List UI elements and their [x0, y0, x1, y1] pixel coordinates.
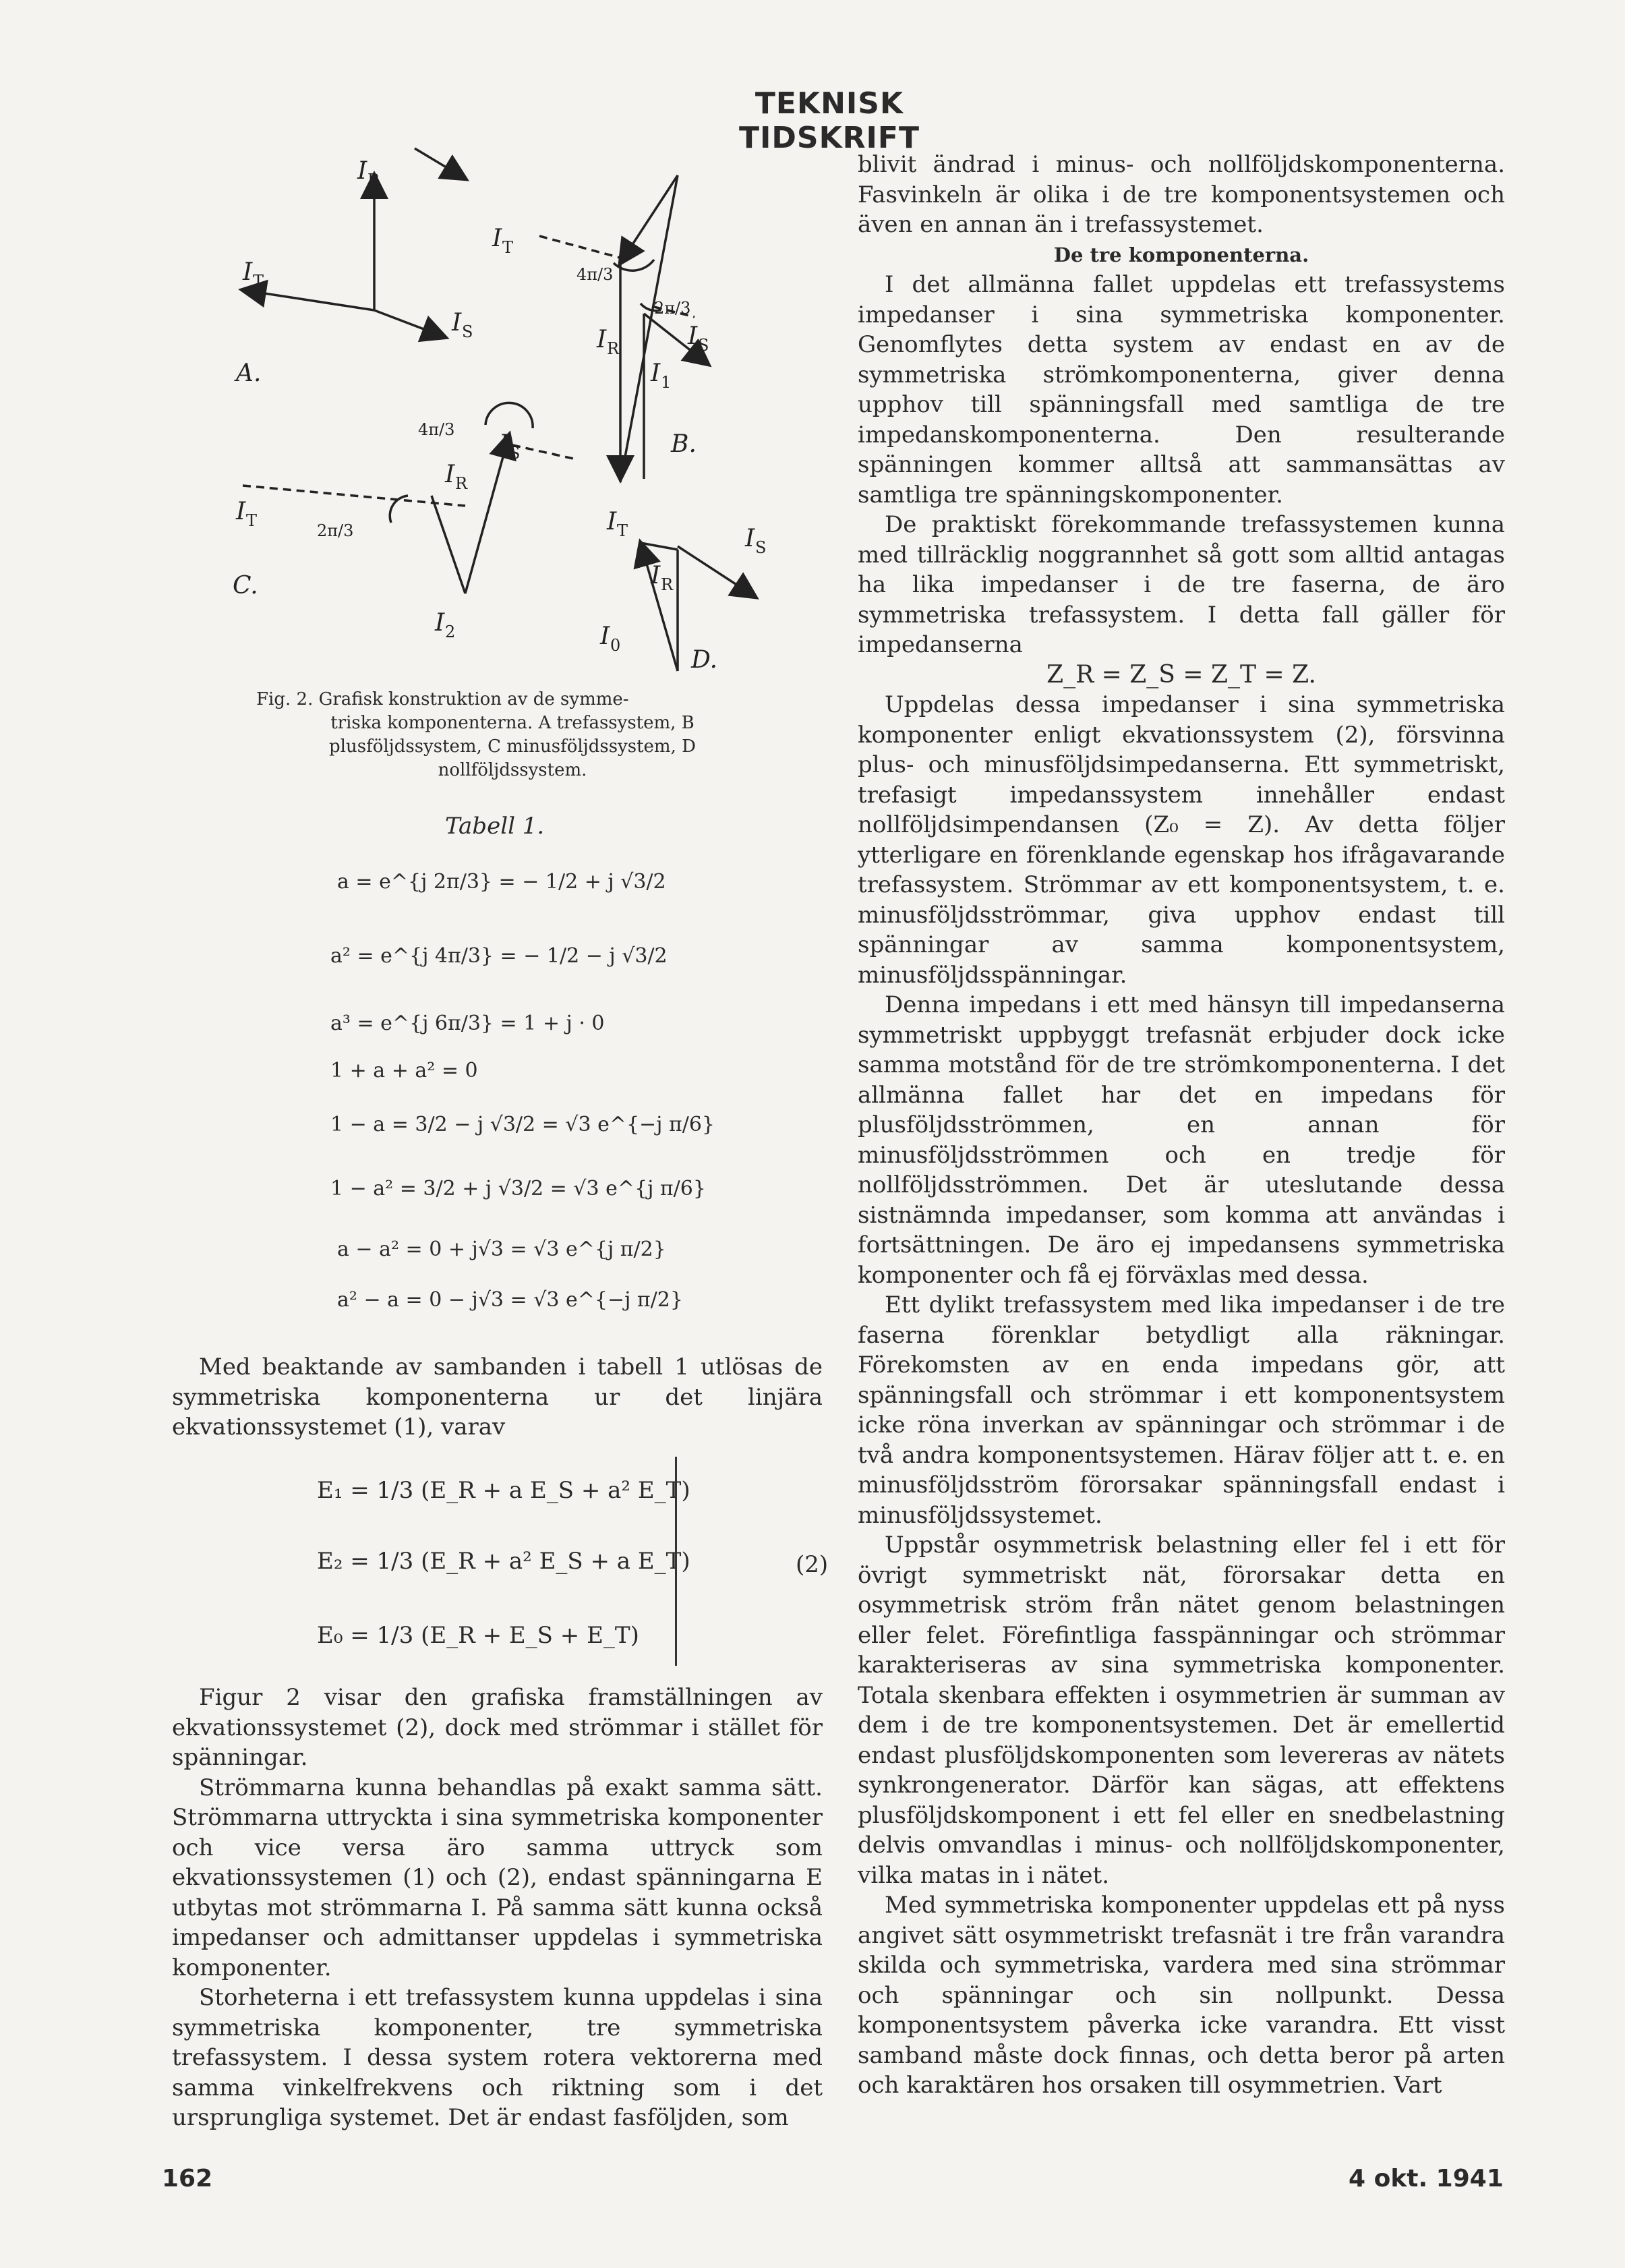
label-IT-A: I — [243, 258, 253, 286]
equation-E2: E₂ = 1/3 (E_R + a² E_S + a E_T) — [317, 1548, 690, 1575]
svg-text:R: R — [607, 339, 620, 358]
paragraph: Storheterna i ett trefassystem kunna uppdelas i sina symmetriska komponenter, tre symmetriska trefassystem. I dessa system rotera vektorerna med samma vinkelfrekvens och riktning som i det ursprungliga systemet. Det är endast fasföljden, som — [172, 1984, 823, 2131]
svg-text:S: S — [698, 336, 709, 355]
equation-number: (2) — [796, 1551, 829, 1578]
label-IR-B: I — [597, 326, 607, 353]
equation-E1: E₁ = 1/3 (E_R + a E_S + a² E_T) — [317, 1477, 690, 1504]
paragraph: Denna impedans i ett med hänsyn till impedanserna symmetriskt uppbyggt trefasnät erbjuder dock icke samma motstånd för de tre strömkomponenterna. I det allmänna fallet har det en impedans för plusföljdsströmmen, en annan för minusföljdsströmmen och en tredje för nollföljdsströmmen. Det är uteslutande dessa sistnämnda impedanser, som komma att användas i fortsättningen. De äro ej impedansens symmetriska komponenter och få ej förväxlas med dessa. — [858, 991, 1505, 1289]
paragraph: Strömmarna kunna behandlas på exakt samma sätt. Strömmarna uttryckta i sina symmetriska komponenter och vice versa äro samma uttryck som ekvationssystemen (1) och (2), endast spänningarna E utbytas mot strömmarna I. På samma sätt kunna också impedanser och admittanser uppdelas i symmetriska komponenter. — [172, 1774, 823, 1981]
label-IT-D: I — [607, 508, 617, 535]
paragraph: De praktiskt förekommande trefassystemen kunna med tillräcklig noggrannhet så gott som alltid antagas ha lika impedanser i de tre faserna, de äro symmetriska trefassystem. I detta fall gäller för impedanserna — [858, 511, 1505, 658]
paragraph: Med beaktande av sambanden i tabell 1 utlösas de symmetriska komponenterna ur det linjära ekvationssystemet (1), varav — [172, 1354, 823, 1441]
paragraph: Med symmetriska komponenter uppdelas ett på nyss angivet sätt osymmetriskt trefasnät i tre från varandra skilda och symmetriska, vardera med sina strömmar och spänningar och sin nollpunkt. Dessa komponentsystem påverka icke varandra. Ett visst samband måste dock finnas, och detta beror på arten och karaktären hos orsaken till osymmetrien. Vart — [858, 1892, 1505, 2099]
label-IT-B: I — [492, 225, 502, 252]
equation-system-2 — [297, 1450, 836, 1679]
table-row: 1 + a + a² = 0 — [330, 1059, 478, 1082]
svg-text:T: T — [617, 521, 628, 540]
svg-text:T: T — [246, 511, 258, 530]
label-D: D. — [691, 646, 718, 674]
label-IS-D: I — [745, 525, 755, 552]
svg-text:2: 2 — [445, 622, 456, 641]
page-number: 162 — [162, 2165, 213, 2192]
angle-4pi3-B: 4π/3 — [577, 265, 614, 284]
angle-2pi3-C: 2π/3 — [317, 521, 354, 540]
vector-IT-B — [539, 236, 627, 260]
figure-caption — [256, 688, 769, 782]
svg-text:R: R — [367, 171, 380, 190]
vector-diagram — [223, 128, 796, 681]
label-B: B. — [671, 430, 697, 458]
right-column — [858, 150, 1505, 2101]
caption-line: triska komponenterna. A trefassystem, B — [330, 713, 695, 733]
label-C: C. — [233, 572, 258, 600]
paragraph: Uppdelas dessa impedanser i sina symmetriska komponenter enligt ekvationssystem (2), försvinna plus- och minusföljdsimpedanserna. Ett symmetriskt, trefasigt impedanssystem innehåller endast nollföljdsimpendansen (Z₀ = Z). Av detta följer ytterligare en förenklande egenskap hos ifrågavarande trefassystem. Strömmar av ett komponentsystem, t. e. minusföljdsströmmar, giva upphov endast till spänningar av samma komponentsystem, minusföljdsspänningar. — [858, 691, 1505, 989]
label-IS-A: I — [452, 309, 462, 337]
vector-IS-C — [512, 445, 573, 459]
label-IS-B: I — [688, 322, 698, 350]
svg-text:1: 1 — [661, 373, 672, 392]
table-row: 1 − a² = 3/2 + j √3/2 = √3 e^{j π/6} — [330, 1177, 706, 1200]
table-row: a² − a = 0 − j√3 = √3 e^{−j π/2} — [337, 1288, 683, 1312]
equation-E0: E₀ = 1/3 (E_R + E_S + E_T) — [317, 1622, 639, 1649]
vector-figure — [223, 128, 796, 681]
paragraph: Figur 2 visar den grafiska framställningen av ekvationssystemet (2), dock med strömmar i stället för spänningar. — [172, 1684, 823, 1771]
label-I1-B: I — [651, 359, 661, 387]
vector-I1-B — [620, 175, 678, 482]
left-column-intro — [172, 1352, 823, 1443]
svg-text:T: T — [502, 238, 514, 257]
vector-IS-A — [374, 310, 445, 337]
paragraph: Uppstår osymmetrisk belastning eller fel i ett för övrigt symmetriskt nät, förorsakar detta en osymmetrisk ström från nätet genom belastningen eller felet. Förefintliga fasspänningar och strömmar karakteriseras av sina symmetriska komponenter. Totala skenbara effekten i osymmetrien är summan av dem i de tre komponentsystemen. Det är emellertid endast plusföljdskomponenten som levereras av nätets synkrongenerator. Därför kan sägas, att effektens plusföljdskomponent i ett fel eller en snedbelastning delvis omvandlas i minus- och nollföljdskomponenter, vilka matas in i nätet. — [858, 1532, 1505, 1889]
svg-text:S: S — [462, 322, 473, 341]
vector-rotation-A — [415, 148, 465, 179]
label-I2-C: I — [435, 609, 445, 637]
angle-2pi3-B: 2π/3 — [654, 299, 691, 318]
label-A: A. — [236, 359, 262, 387]
table-title: Tabell 1. — [445, 813, 545, 840]
label-IT-C: I — [236, 498, 246, 525]
svg-text:T: T — [253, 272, 264, 291]
table-row: a³ = e^{j 6π/3} = 1 + j · 0 — [330, 1012, 605, 1035]
svg-text:0: 0 — [610, 636, 621, 655]
caption-line: nollföljdssystem. — [438, 760, 587, 780]
vector-IS-D — [678, 546, 755, 597]
masthead: TEKNISK TIDSKRIFT — [738, 86, 920, 155]
vector-IR-C — [465, 435, 509, 593]
label-I0-D: I — [600, 622, 610, 650]
svg-text:R: R — [455, 474, 468, 493]
section-heading: De tre komponenterna. — [1053, 243, 1309, 266]
caption-line: Fig. 2. Grafisk konstruktion av de symme- — [256, 689, 629, 709]
impedance-equation: Z_R = Z_S = Z_T = Z. — [1046, 660, 1316, 689]
label-IR-A: I — [357, 157, 367, 185]
paragraph: I det allmänna fallet uppdelas ett trefassystems impedanser i sina symmetriska komponenter. Genomflytes detta system av endast en av de symmetriska strömkomponenterna, giver denna upphov till spänningsfall med samtliga de tre impedanskomponenterna. Den resulterande spänningen kommer alltså att sammansättas av samtliga tre spänningskomponenter. — [858, 271, 1505, 508]
table-row: a² = e^{j 4π/3} = − 1/2 − j √3/2 — [330, 944, 668, 968]
angle-4pi3-C: 4π/3 — [418, 420, 455, 439]
left-column-body — [172, 1683, 823, 2133]
label-IR-C: I — [445, 461, 455, 488]
label-IR-D: I — [651, 562, 661, 589]
svg-text:S: S — [755, 538, 767, 557]
vector-I2-C — [432, 496, 465, 593]
brace — [671, 1457, 677, 1666]
paragraph: blivit ändrad i minus- och nollföljdskomponenterna. Fasvinkeln är olika i de tre komponentsystemen och även en annan än i trefassystemet. — [858, 151, 1505, 238]
vector-IT-A — [243, 290, 374, 310]
paragraph: Ett dylikt trefassystem med lika impedanser i de tre faserna förenklar betydligt alla räkningar. Förekomsten av en enda impedans gör, att spänningsfall och strömmar i ett komponentsystem icke röna inverkan av spänningar och strömmar i de två andra komponentsystemen. Härav följer att t. e. en minusföljdsström förorsakar spänningsfall endast i minusföljdssystemet. — [858, 1291, 1505, 1529]
table-row: a = e^{j 2π/3} = − 1/2 + j √3/2 — [337, 870, 666, 894]
caption-line: plusföljdssystem, C minusföljdssystem, D — [329, 736, 696, 757]
table-row: a − a² = 0 + j√3 = √3 e^{j π/2} — [337, 1238, 666, 1261]
table-row: 1 − a = 3/2 − j √3/2 = √3 e^{−j π/6} — [330, 1113, 715, 1136]
svg-text:R: R — [661, 575, 674, 594]
label-IS-C: I — [499, 430, 509, 458]
svg-text:S: S — [509, 444, 521, 463]
issue-date: 4 okt. 1941 — [1349, 2165, 1504, 2192]
